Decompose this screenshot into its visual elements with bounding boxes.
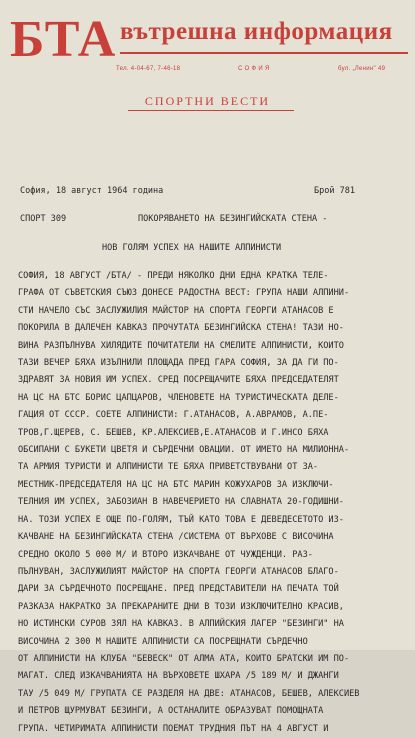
masthead-city: С О Ф И Я [238,66,270,72]
section-code: СПОРТ 309 [20,214,67,224]
issue-number: Брой 781 [314,186,355,196]
body-line: ДАРИ ЗА СЪРДЕЧНОТО ПОСРЕЩАНЕ. ПРЕД ПРЕДСТАВИТЕЛИ НА ПЕЧАТА ТОЙ [18,584,339,595]
body-line: ГРАФА ОТ СЪВЕТСКИЯ СЪЮЗ ДОНЕСЕ РАДОСТНА ВЕСТ: ГРУПА НАШИ АЛПИНИ- [18,288,350,299]
body-line: ГРУПА. ЧЕТИРИМАТА АЛПИНИСТИ ПОЕМАТ ТРУДНИЯ ПЪТ НА 4 АВГУСТ И [18,723,329,734]
body-line: СТИ НАЧЕЛО СЪС ЗАСЛУЖИЛИЯ МАЙСТОР НА СПОРТА ГЕОРГИ АТАНАСОВ Е [18,305,334,316]
bta-logo: БТА [10,11,117,68]
masthead-address: бул. „Ленин" 49 [338,66,386,72]
masthead-title: вътрешна информация [120,18,393,45]
body-line: ТАУ /5 049 М/ ГРУПАТА СЕ РАЗДЕЛЯ НА ДВЕ: АТАНАСОВ, БЕШЕВ, АЛЕКСИЕВ [18,688,360,699]
body-line: ТАЗИ ВЕЧЕР БЯХА ИЗЪЛНИЛИ ПЛОЩАДА ПРЕД ГАРА СОФИЯ, ЗА ДА ГИ ПО- [18,358,339,369]
masthead-phone: Тел. 4-04-67, 7-46-18 [116,66,181,72]
body-line: ТРОВ,Г.ЩЕРЕВ, С. БЕШЕВ, КР.АЛЕКСИЕВ,Е.АТАНАСОВ И Г.ИНСО БЯХА [18,427,329,438]
body-line: СРЕДНО ОКОЛО 5 000 М/ И ВТОРО ИЗКАЧВАНЕ ОТ ЧУЖДЕНЦИ. РАЗ- [18,549,313,560]
section-title: СПОРТНИ ВЕСТИ [144,94,271,108]
section-rule [128,110,294,111]
masthead-rule [120,52,408,54]
body-line: РАЗКАЗА НАКРАТКО ЗА ПРЕКАРАНИТЕ ДНИ В ТОЗИ ИЗКЛЮЧИТЕЛНО КРАСИВ, [18,601,344,612]
body-line: И ПЕТРОВ ЩУРМУВАТ БЕЗИНГИ, А ОСТАНАЛИТЕ ОБРАЗУВАТ ПОМОЩНАТА [18,706,324,717]
dateline: София, 18 август 1964 година [20,186,164,196]
masthead [8,8,408,76]
body-line: МАГАТ. СЛЕД ИЗКАЧВАНИЯТА НА ВЪРХОВЕТЕ ШХАРА /5 189 М/ И ДЖАНГИ [18,671,339,682]
body-line: ПОКОРИЛА В ДАЛЕЧЕН КАВКАЗ ПРОЧУТАТА БЕЗИНГИЙСКА СТЕНА! ТАЗИ НО- [18,323,344,334]
body-line: ТА АРМИЯ ТУРИСТИ И АЛПИНИСТИ ТЕ БЯХА ПРИВЕТСТВУВАНИ ОТ ЗА- [18,462,319,473]
body-line: НА ЦС НА БТС БОРИС ЦАПЦАРОВ, ЧЛЕНОВЕТЕ НА ТУРИСТИЧЕСКАТА ДЕЛЕ- [18,392,339,403]
body-line: НО ИСТИНСКИ СУРОВ ЗЯЛ НА КАВКАЗ. В АЛПИЙСКИЯ ЛАГЕР "БЕЗИНГИ" НА [18,619,344,630]
headline: ПОКОРЯВАНЕТО НА БЕЗИНГИЙСКАТА СТЕНА - [138,214,328,224]
body-line: ВИСОЧИНА 2 300 М НАШИТЕ АЛПИНИСТИ СА ПОСРЕЩНАТИ СЪРДЕЧНО [18,636,308,647]
body-line: МЕСТНИК-ПРЕДСЕДАТЕЛЯ НА ЦС НА БТС МАРИН КОЖУХАРОВ ЗА ИЗКЛЮЧИ- [18,479,334,490]
body-line: ОБСИПАНИ С БУКЕТИ ЦВЕТЯ И СЪРДЕЧНИ ОВАЦИИ. ОТ ИМЕТО НА МИЛИОННА- [18,445,350,456]
body-line: ВИНА РАЗПЪЛНУВА ХИЛЯДИТЕ ПОЧИТАТЕЛИ НА СМЕЛИТЕ АЛПИНИСТИ, КОИТО [18,340,344,351]
body-line: КАЧВАНЕ НА БЕЗИНГИЙСКАТА СТЕНА /СИСТЕМА ОТ ВЪРХОВЕ С ВИСОЧИНА [18,532,334,543]
article-body [18,268,410,738]
body-line: ТЕЛНИЯ ИМ УСПЕХ, ЗАБОЗИАН В НАВЕЧЕРИЕТО НА СЛАВНАТА 20-ГОДИШНИ- [18,497,344,508]
body-line: СОФИЯ, 18 АВГУСТ /БТА/ - ПРЕДИ НЯКОЛКО ДНИ ЕДНА КРАТКА ТЕЛЕ- [18,271,329,281]
body-line: ОТ АЛПИНИСТИ НА КЛУБА "БЕВЕСК" ОТ АЛМА АТА, КОИТО БРАТСКИ ИМ ПО- [18,653,350,664]
body-line: НА. ТОЗИ УСПЕХ Е ОЩЕ ПО-ГОЛЯМ, ТЪЙ КАТО ТОВА Е ДЕВЕДЕСЕТОТО ИЗ- [18,514,344,525]
body-line: ЗДРАВЯТ ЗА НОВИЯ ИМ УСПЕХ. СРЕД ПОСРЕЩАЧИТЕ БЯХА ПРЕДСЕДАТЕЛЯТ [18,375,339,386]
body-line: ГАЦИЯ ОТ СССР. СОЕТЕ АЛПИНИСТИ: Г.АТАНАСОВ, А.АВРАМОВ, А.ПЕ- [18,410,329,421]
subheadline: НОВ ГОЛЯМ УСПЕХ НА НАШИТЕ АЛПИНИСТИ [102,243,282,253]
body-line: ПЪЛНУВАН, ЗАСЛУЖИЛИЯТ МАЙСТОР НА СПОРТА ГЕОРГИ АТАНАСОВ БЛАГО- [18,566,339,577]
